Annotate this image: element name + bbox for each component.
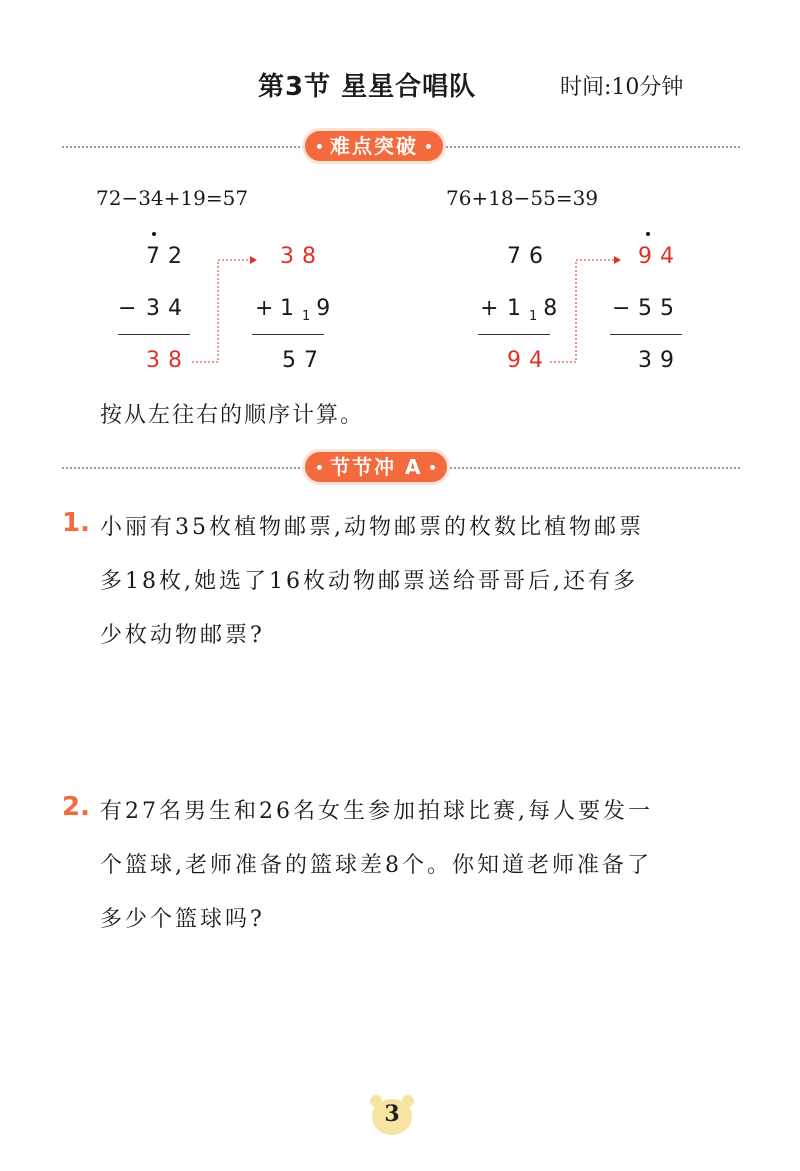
calc-operator: −	[118, 296, 145, 321]
calc-bottom: $1_1$ 9	[280, 296, 339, 324]
calc-bottom: 55	[638, 296, 682, 321]
borrow-dot	[646, 232, 650, 236]
calc-rule	[610, 334, 682, 335]
page-number-badge	[370, 1095, 414, 1135]
time-limit: 时间:10分钟	[560, 75, 684, 100]
question-number: 2.	[62, 792, 90, 822]
borrow-dot	[152, 232, 156, 236]
dot-icon	[426, 144, 431, 149]
calc-rule	[252, 334, 324, 335]
carry-digit: 1	[302, 309, 311, 324]
calc-rule	[478, 334, 550, 335]
question-text-line: 多18枚,她选了16枚动物邮票送给哥哥后,还有多	[100, 569, 638, 594]
carry-digit: 1	[529, 309, 538, 324]
arrow-connector	[190, 250, 260, 370]
question-text-line: 小丽有35枚植物邮票,动物邮票的枚数比植物邮票	[100, 515, 644, 540]
calc-top: 76	[507, 244, 551, 269]
question-text-line: 个篮球,老师准备的篮球差8个。你知道老师准备了	[100, 853, 652, 878]
calc-operator: −	[612, 296, 639, 321]
method-note: 按从左往右的顺序计算。	[100, 403, 365, 428]
question-number: 1.	[62, 508, 90, 538]
calc-rule	[118, 334, 190, 335]
section-title: 第3节 星星合唱队	[258, 72, 477, 102]
dot-icon	[317, 144, 322, 149]
calc-result: 57	[282, 348, 326, 373]
calc-result: 39	[638, 348, 682, 373]
calc-operator: +	[255, 296, 282, 321]
calc-top: 72	[146, 244, 190, 269]
question-text-line: 多少个篮球吗?	[100, 907, 265, 932]
dot-icon	[317, 465, 322, 470]
example-equation: 76+18−55=39	[446, 186, 599, 210]
section-badge-label: 节节冲 A	[330, 455, 423, 479]
example-equation: 72−34+19=57	[96, 186, 249, 210]
section-badge-practice	[305, 452, 447, 482]
calc-bottom: 34	[146, 296, 190, 321]
calc-result: 94	[507, 348, 551, 373]
section-badge-label: 难点突破	[330, 134, 418, 158]
calc-bottom: $1_1$ 8	[507, 296, 566, 324]
section-badge-difficulty	[305, 131, 443, 161]
calc-top: 94	[638, 244, 682, 269]
calc-operator: +	[480, 296, 507, 321]
calc-result: 38	[146, 348, 190, 373]
question-text-line: 少枚动物邮票?	[100, 623, 265, 648]
question-text-line: 有27名男生和26名女生参加拍球比赛,每人要发一	[100, 799, 653, 824]
calc-top: 38	[280, 244, 324, 269]
dot-icon	[430, 465, 435, 470]
page-number: 3	[384, 1101, 400, 1127]
